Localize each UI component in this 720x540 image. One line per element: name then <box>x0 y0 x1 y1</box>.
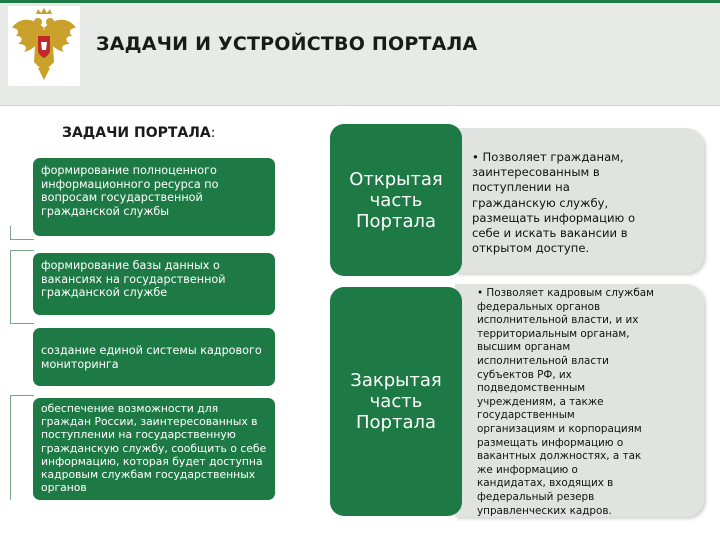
open-portal-label: Открытая часть Портала <box>349 168 443 232</box>
page-title: ЗАДАЧИ И УСТРОЙСТВО ПОРТАЛА <box>96 33 478 55</box>
closed-portal-box <box>330 287 462 516</box>
open-portal-description-text: • Позволяет гражданам, заинтересованным в поступлении на гражданскую службу, размещать информацию о себе и искать вакансии в открытом доступе. <box>472 150 636 256</box>
task-item-3: создание единой системы кадрового мониторинга <box>33 328 275 386</box>
task-bracket-1 <box>10 226 34 240</box>
task-bracket-2 <box>10 250 34 324</box>
header-accent-bar <box>0 0 720 3</box>
closed-portal-description <box>455 284 704 517</box>
closed-portal-label: Закрытая часть Портала <box>350 370 442 433</box>
task-item-1: формирование полноценного информационного ресурса по вопросам государственной гражданской службы <box>33 158 275 236</box>
open-portal-box <box>330 124 462 276</box>
tasks-heading <box>62 125 215 141</box>
tasks-heading-label: ЗАДАЧИ ПОРТАЛА <box>62 125 211 141</box>
coat-of-arms-icon <box>8 6 80 86</box>
task-bracket-3 <box>10 395 34 500</box>
task-item-4: обеспечение возможности для граждан России, заинтересованных в поступлении на государственную гражданскую службу, сообщить о себе информацию, которая будет доступна кадровым службам государственных органов <box>33 398 275 500</box>
task-item-2: формирование базы данных о вакансиях на государственной гражданской службе <box>33 253 275 315</box>
header-band <box>0 0 720 106</box>
closed-portal-description-text: • Позволяет кадровым службам федеральных органов исполнительной власти, и их территориальным органам, высшим органам исполнительной власти субъектов РФ, их подведомственным учреждениям, а также государственным организациям и корпорациям размещать информацию о вакантных должностях, а так же информацию о кандидатах, входящих в федеральный резерв управленческих кадров. <box>477 287 654 517</box>
open-portal-description <box>455 128 704 273</box>
tasks-heading-suffix: : <box>210 125 216 141</box>
